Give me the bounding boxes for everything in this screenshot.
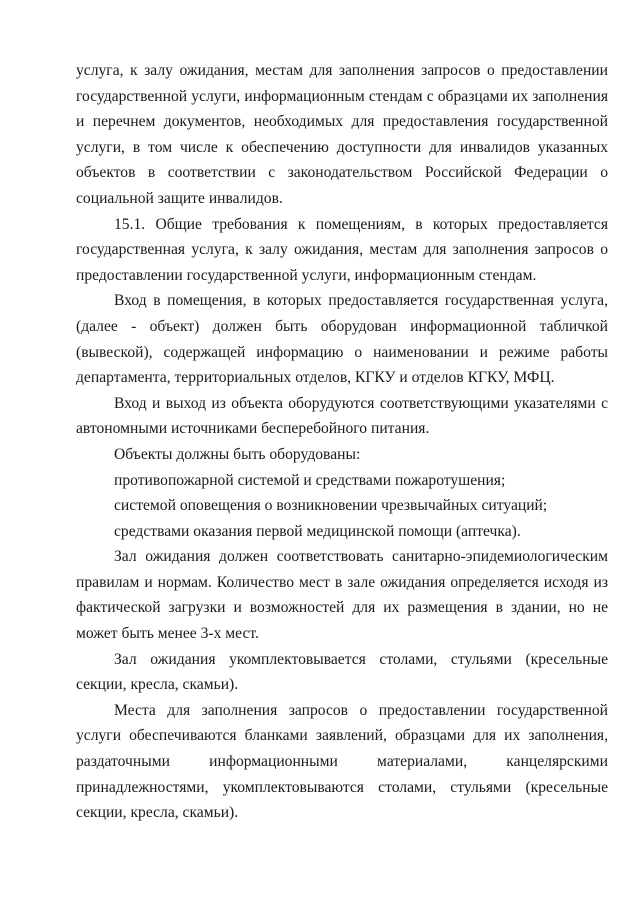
paragraph-entrance-sign: Вход в помещения, в которых предоставляется государственная услуга, (далее - объект) должен быть оборудован информационной табличкой (вывеской), содержащей информацию о наименовании и режиме работы департамента, территориальных отделов, КГКУ и отделов КГКУ, МФЦ. <box>76 292 608 387</box>
paragraph-requirements-continuation: услуга, к залу ожидания, местам для заполнения запросов о предоставлении государственной услуги, информационным стендам с образцами их заполнения и перечнем документов, необходимых для предоставления государственной услуги, в том числе к обеспечению доступности для инвалидов указанных объектов в соответствии с законодательством Российской Федерации о социальной защите инвалидов. <box>76 62 608 207</box>
document-body <box>76 58 608 826</box>
paragraph-section-15-1: 15.1. Общие требования к помещениям, в которых предоставляется государственная услуга, к залу ожидания, местам для заполнения запросов о предоставлении государственной услуги, информационным стендам. <box>76 215 608 284</box>
list-item-first-aid: средствами оказания первой медицинской помощи (аптечка). <box>114 522 521 540</box>
paragraph-entrance-exit-signs: Вход и выход из объекта оборудуются соответствующими указателями с автономными источниками бесперебойного питания. <box>76 394 608 438</box>
list-item-emergency-alert: системой оповещения о возникновении чрезвычайных ситуаций; <box>114 497 548 515</box>
list-item-fire-system: противопожарной системой и средствами пожаротушения; <box>114 471 506 489</box>
paragraph-filling-places: Места для заполнения запросов о предоставлении государственной услуги обеспечиваются бланками заявлений, образцами для их заполнения, раздаточными информационными материалами, канцелярскими принадлежностями, укомплектовываются столами, стульями (кресельные секции, кресла, скамьи). <box>76 701 608 822</box>
paragraph-waiting-hall-norms: Зал ожидания должен соответствовать санитарно-эпидемиологическим правилам и нормам. Количество мест в зале ожидания определяется исходя из фактической загрузки и возможностей для их размещения в здании, но не может быть менее 3-х мест. <box>76 548 608 643</box>
paragraph-waiting-hall-furniture: Зал ожидания укомплектовывается столами, стульями (кресельные секции, кресла, скамьи). <box>76 650 608 694</box>
paragraph-objects-equipment-intro: Объекты должны быть оборудованы: <box>114 445 361 463</box>
